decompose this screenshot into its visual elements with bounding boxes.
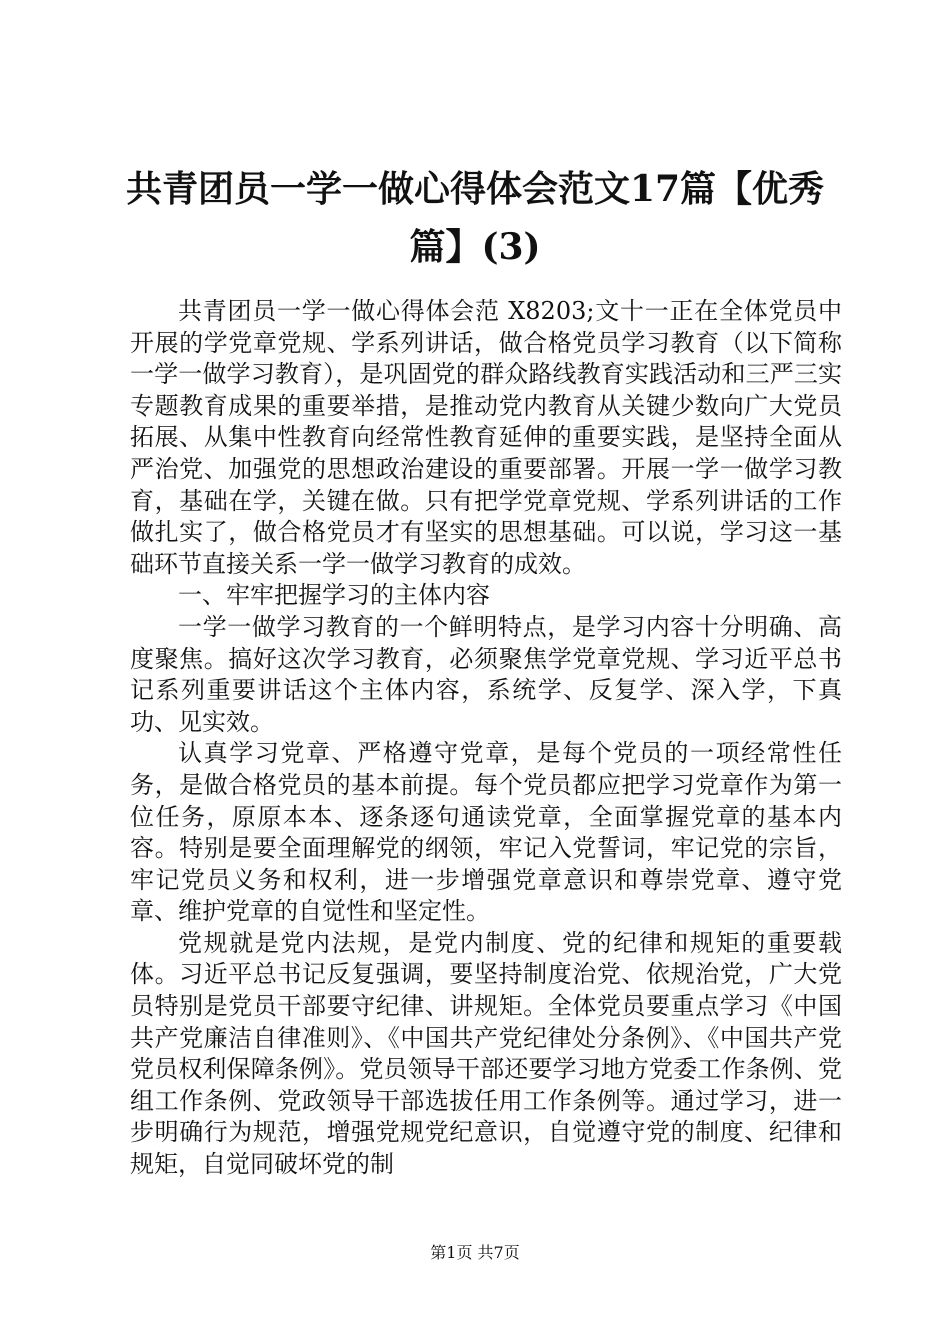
paragraph-focus: 一学一做学习教育的一个鲜明特点，是学习内容十分明确、高度聚焦。搞好这次学习教育，必须聚焦学党章党规、学习近平总书记系列重要讲话这个主体内容，系统学、反复学、深入学，下真功、见实效。: [130, 612, 842, 736]
paragraph-party-rules: 党规就是党内法规，是党内制度、党的纪律和规矩的重要载体。习近平总书记反复强调，要坚持制度治党、依规治党，广大党员特别是党员干部要守纪律、讲规矩。全体党员要重点学习《中国共产党廉洁自律准则》、《中国共产党纪律处分条例》、《中国共产党党员权利保障条例》。党员领导干部还要学习地方党委工作条例、党组工作条例、党政领导干部选拔任用工作条例等。通过学习，进一步明确行为规范，增强党规党纪意识，自觉遵守党的制度、纪律和规矩，自觉同破坏党的制: [130, 928, 842, 1179]
page-footer: 第1页 共7页: [430, 1243, 520, 1262]
paragraph-intro: 共青团员一学一做心得体会范 X8203;文十一正在全体党员中开展的学党章党规、学系列讲话，做合格党员学习教育（以下简称一学一做学习教育），是巩固党的群众路线教育实践活动和三严三实专题教育成果的重要举措，是推动党内教育从关键少数向广大党员拓展、从集中性教育向经常性教育延伸的重要实践，是坚持全面从严治党、加强党的思想政治建设的重要部署。开展一学一做学习教育，基础在学，关键在做。只有把学党章党规、学系列讲话的工作做扎实了，做合格党员才有坚实的思想基础。可以说，学习这一基础环节直接关系一学一做学习教育的成效。: [130, 297, 842, 578]
document-title: 共青团员一学一做心得体会范文17篇【优秀篇】(3): [125, 168, 825, 268]
document-body: [130, 296, 842, 1181]
paragraph-party-constitution: 认真学习党章、严格遵守党章，是每个党员的一项经常性任务，是做合格党员的基本前提。每个党员都应把学习党章作为第一位任务，原原本本、逐条逐句通读党章，全面掌握党章的基本内容。特别是要全面理解党的纲领，牢记入党誓词，牢记党的宗旨，牢记党员义务和权利，进一步增强党章意识和尊崇党章、遵守党章、维护党章的自觉性和坚定性。: [130, 739, 842, 926]
section-heading-1: 一、牢牢把握学习的主体内容: [178, 581, 490, 610]
